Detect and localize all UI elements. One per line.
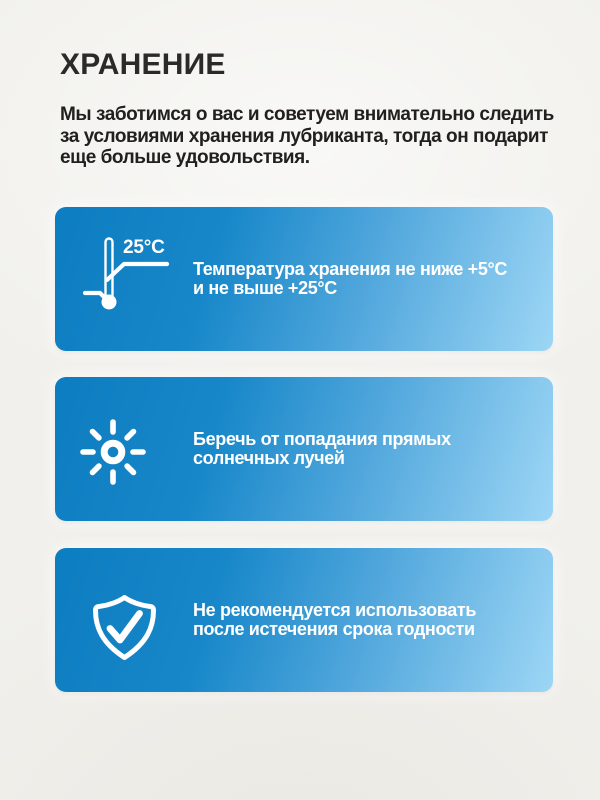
card-text-line: Не рекомендуется использовать bbox=[193, 599, 477, 620]
storage-card-expiry bbox=[55, 548, 553, 692]
intro-line: еще больше удовольствия. bbox=[60, 147, 310, 168]
card-text-line: и не выше +25°С bbox=[193, 278, 337, 298]
thermometer-icon bbox=[83, 234, 203, 318]
storage-card-temperature bbox=[55, 207, 553, 351]
storage-card-sunlight bbox=[55, 377, 553, 521]
card-text-line: Температура хранения не ниже +5°С bbox=[193, 258, 507, 279]
intro-paragraph bbox=[60, 104, 554, 169]
page-title: ХРАНЕНИЕ bbox=[60, 48, 226, 81]
sun-icon bbox=[77, 416, 149, 488]
card-text-line: после истечения срока годности bbox=[193, 619, 475, 639]
card-text bbox=[193, 207, 539, 351]
card-text-line: солнечных лучей bbox=[193, 448, 345, 468]
intro-line: Мы заботимся о вас и советуем внимательно следить bbox=[60, 104, 554, 125]
card-text-line: Беречь от попадания прямых bbox=[193, 428, 451, 449]
intro-line: за условиями хранения лубриканта, тогда он подарит bbox=[60, 125, 548, 147]
card-text bbox=[193, 377, 539, 521]
temperature-badge: 25°С bbox=[123, 237, 165, 258]
shield-check-icon bbox=[93, 595, 156, 660]
card-text bbox=[193, 548, 539, 692]
